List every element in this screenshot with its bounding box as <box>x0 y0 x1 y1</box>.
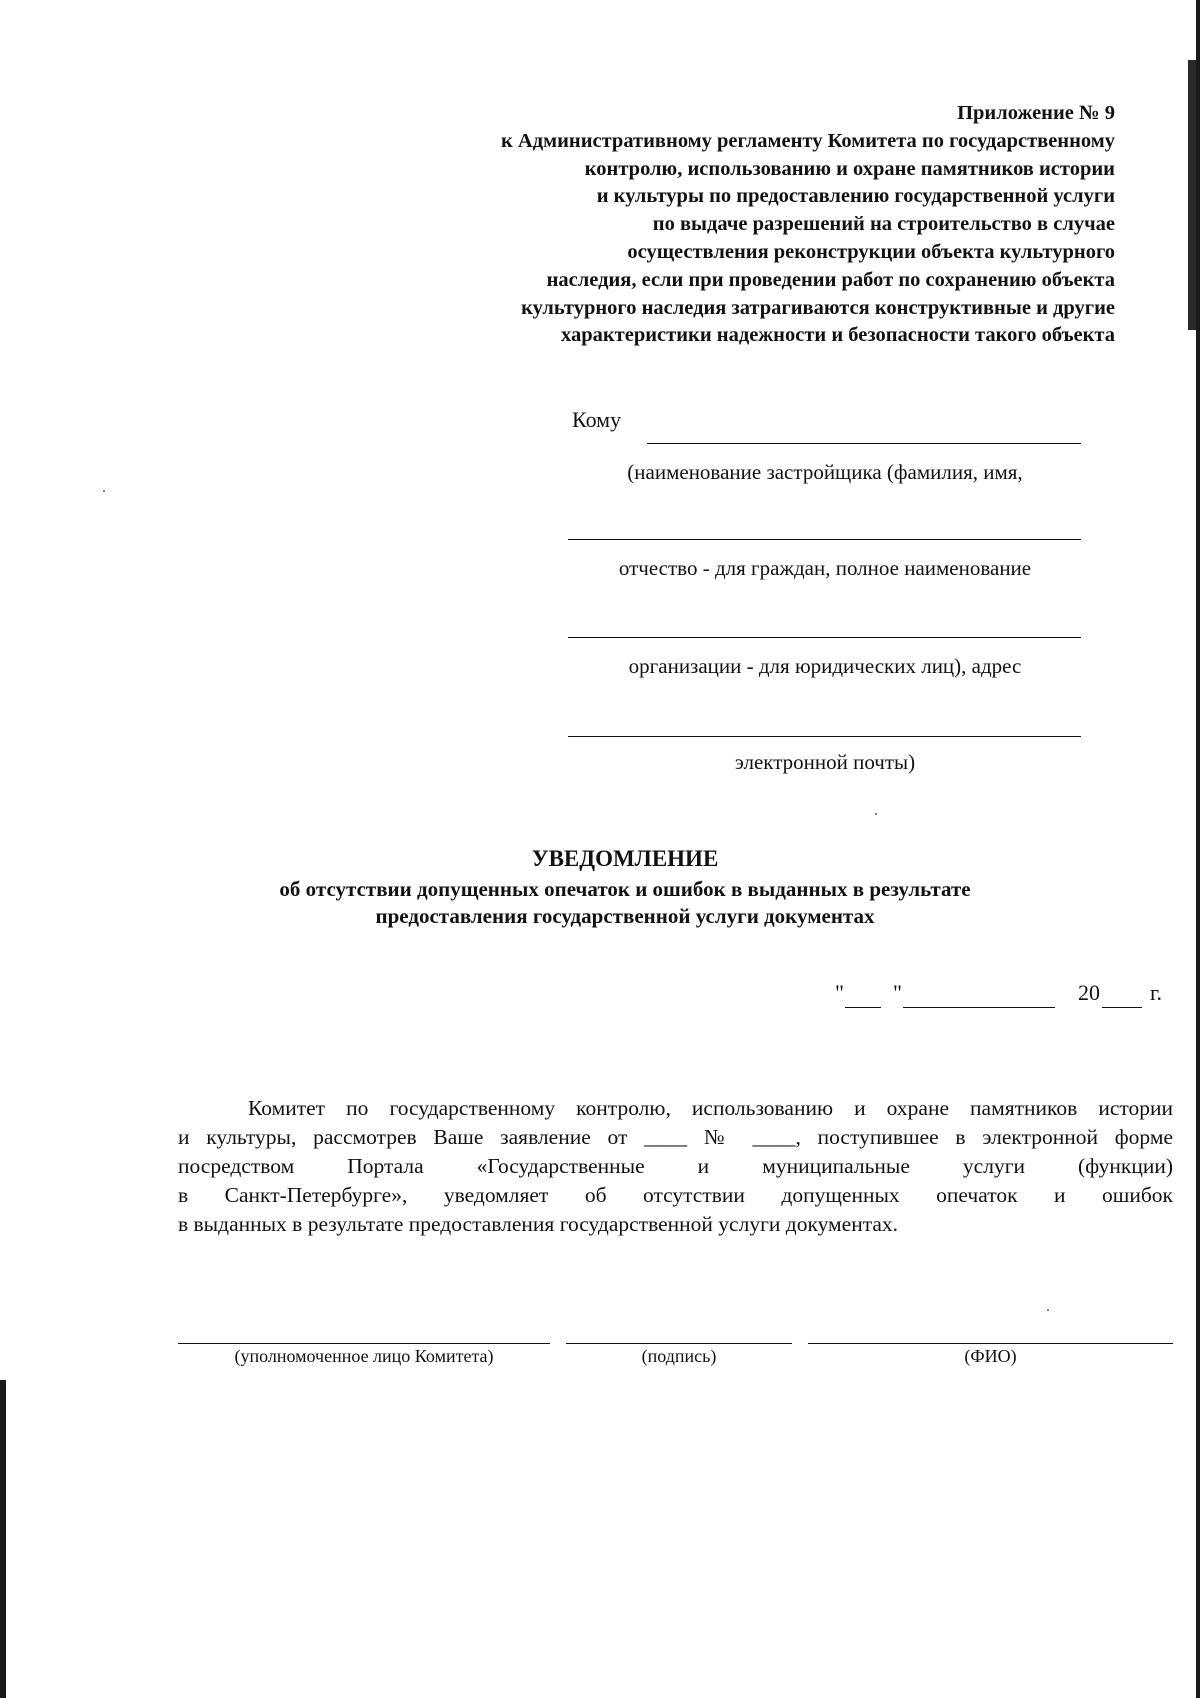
scan-speck <box>1047 1309 1049 1311</box>
notice-body-line: в Санкт-Петербурге», уведомляет об отсутствии допущенных опечаток и ошибок <box>178 1183 1173 1207</box>
addressee-caption: (наименование застройщика (фамилия, имя, <box>627 460 1023 484</box>
notice-body-line: в выданных в результате предоставления государственной услуги документах. <box>178 1212 899 1236</box>
date-century: 20 <box>1078 980 1100 1005</box>
notice-body-line: Комитет по государственному контролю, использованию и охране памятников истории <box>248 1096 1173 1120</box>
appendix-line: контролю, использованию и охране памятников истории <box>584 157 1115 180</box>
date-open-quote: " <box>835 980 844 1005</box>
document-subtitle <box>0 876 1200 930</box>
addressee-label: Кому <box>572 407 622 432</box>
date-year-suffix: г. <box>1150 980 1163 1005</box>
appendix-line: наследия, если при проведении работ по сохранению объекта <box>546 268 1115 291</box>
scan-speck <box>103 490 105 492</box>
appendix-line: характеристики надежности и безопасности такого объекта <box>560 324 1115 347</box>
notice-body-line: посредством Портала «Государственные и муниципальные услуги (функции) <box>178 1154 1173 1178</box>
date-close-quote: " <box>893 980 902 1005</box>
appendix-line: по выдаче разрешений на строительство в случае <box>652 213 1115 236</box>
date-year-field[interactable] <box>1102 1007 1142 1008</box>
scan-edge-right-mark <box>1188 60 1196 330</box>
document-subtitle-line: предоставления государственной услуги документах <box>375 904 875 928</box>
appendix-number: Приложение № 9 <box>957 102 1115 124</box>
full-name-caption: (ФИО) <box>964 1346 1017 1366</box>
date-row <box>835 980 1175 1010</box>
appendix-line: и культуры по предоставлению государственной услуги <box>596 185 1115 208</box>
appendix-header <box>335 100 1115 350</box>
scan-edge-left <box>0 1380 6 1698</box>
addressee-field-line[interactable] <box>568 736 1081 737</box>
appendix-line: осуществления реконструкции объекта культурного <box>627 240 1115 263</box>
date-month-field[interactable] <box>903 1007 1055 1008</box>
addressee-caption: организации - для юридических лиц), адрес <box>628 654 1022 678</box>
authorized-person-caption: (уполномоченное лицо Комитета) <box>234 1346 494 1366</box>
document-subtitle-line: об отсутствии допущенных опечаток и ошибок в выданных в результате <box>279 877 971 901</box>
addressee-field-line[interactable] <box>647 443 1081 444</box>
addressee-field-line[interactable] <box>568 539 1081 540</box>
addressee-field-line[interactable] <box>568 637 1081 638</box>
notice-body-line: и культуры, рассмотрев Ваше заявление от ____ № ____, поступившее в электронной форме <box>178 1125 1173 1149</box>
addressee-caption: электронной почты) <box>734 750 916 774</box>
authorized-person-field[interactable] <box>178 1343 550 1344</box>
scan-speck <box>875 813 877 815</box>
appendix-line: культурного наследия затрагиваются конструктивные и другие <box>521 296 1115 319</box>
addressee-caption: отчество - для граждан, полное наименование <box>618 556 1032 580</box>
notice-body <box>178 1094 1173 1239</box>
full-name-field[interactable] <box>808 1343 1173 1344</box>
date-day-field[interactable] <box>845 1007 881 1008</box>
signature-field[interactable] <box>566 1343 792 1344</box>
document-title: УВЕДОМЛЕНИЕ <box>531 846 719 871</box>
signature-caption: (подпись) <box>641 1346 717 1366</box>
appendix-line: к Административному регламенту Комитета по государственному <box>501 129 1115 152</box>
